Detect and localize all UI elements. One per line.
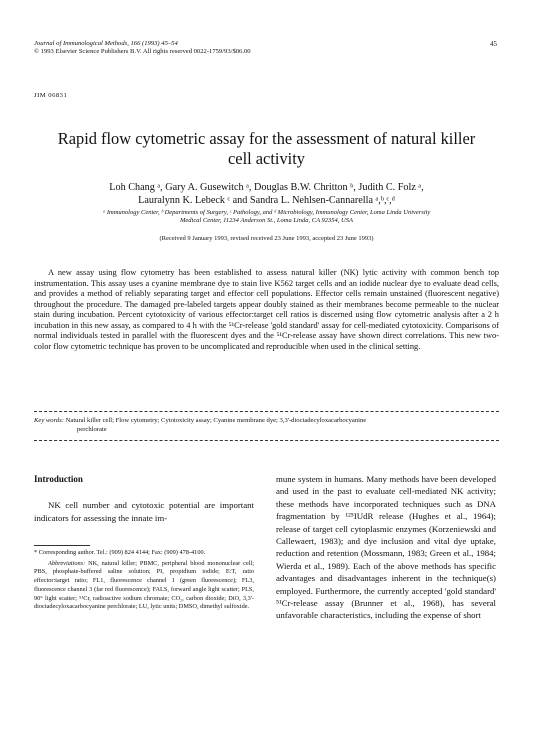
received-dates: (Received 9 January 1993, revised received 23 June 1993, accepted 23 June 1993) bbox=[159, 235, 374, 242]
page-number: 45 bbox=[490, 40, 497, 48]
left-column bbox=[34, 473, 254, 524]
journal-citation: Journal of Immunological Methods, 166 (1993) 45–54 bbox=[34, 40, 178, 47]
journal-id: JIM 06831 bbox=[34, 92, 68, 99]
author-list bbox=[40, 181, 493, 207]
abstract bbox=[34, 268, 499, 352]
keywords-line-2: perchlorate bbox=[77, 425, 107, 433]
correspondence-footnote: * Corresponding author. Tel.: (909) 824 4144; Fax: (909) 478-4100. bbox=[34, 549, 206, 556]
section-heading-introduction: Introduction bbox=[34, 474, 83, 484]
abbreviations-footnote bbox=[34, 560, 254, 612]
affiliations-line-1: ᵃ Immunology Center, ᵇ Departments of Surgery, ᶜ Pathology, and ᵈ Microbiology, Immunology Center, Loma Linda University bbox=[102, 209, 431, 216]
authors-line-2: Lauralynn K. Lebeck ᶜ and Sandra L. Nehlsen-Cannarella ᵃ,ᵇ,ᶜ,ᵈ bbox=[138, 195, 395, 206]
abbreviations-label: Abbreviations: bbox=[48, 559, 86, 567]
keywords bbox=[34, 417, 499, 434]
divider-top bbox=[34, 411, 499, 412]
keywords-label: Key words: bbox=[34, 417, 64, 424]
divider-bottom bbox=[34, 440, 499, 441]
footnote-rule bbox=[34, 545, 90, 546]
title-line-2: cell activity bbox=[228, 149, 305, 168]
keywords-line-1: Natural killer cell; Flow cytometry; Cytotoxicity assay; Cyanine membrane dye; 3,3'-dioctadecyloxacarbocyanine bbox=[65, 417, 367, 424]
title-line-1: Rapid flow cytometric assay for the assessment of natural killer bbox=[57, 129, 476, 148]
intro-paragraph-left: NK cell number and cytotoxic potential are important indicators for assessing the innate im- bbox=[34, 500, 254, 523]
abstract-text: A new assay using flow cytometry has been established to assess natural killer (NK) lytic activity with common bench top instrumentation. This assay uses a cyanine membrane dye to stain live K562 target cells and an iodide nuclear dye to evaluate dead cells, and provides a method of reliably separating target and effector cell populations. Effector cells remain unstained (fluorescent negative) throughout the procedure. The damaged pre-labeled targets appear doubly stained as their membranes become permeable to the nuclear stain during incubation. Percent cytotoxicity of various effector:target cell ratios is discerned using flow cytometric analysis after a 2 h incubation in this new assay, as compared to 4 h with the ⁵¹Cr-release 'gold standard' assay for cell-mediated cytotoxicity. Comparisons of normal individuals tested in parallel with the fluorescent dyes and the ⁵¹Cr-release assay have shown direct correlations. This new two-color flow cytometric technique has proven to be uncomplicated and reproducible when used in the clinical setting. bbox=[34, 268, 499, 351]
intro-paragraph-right: mune system in humans. Many methods have been developed and used in the past to evaluate cell-mediated NK activity; these methods have incorporated techniques such as DNA fragmentation by ¹²⁵IUdR release (Hughes et al., 1964); release of target cell cytoplasmic enzymes (Korzeniewski and Callewaert, 1983); and dye inclusion and vital dye uptake, reduction and retention (Mossmann, 1983; Green et al., 1984; Wierda et al., 1989). Each of the above methods has specific advantages and disadvantages inherent in the technique(s) employed. Furthermore, the currently accepted 'gold standard' ⁵¹Cr-release assay (Brunner et al., 1968), has several unfavorable characteristics, including the expense of short bbox=[276, 474, 496, 621]
running-header bbox=[34, 40, 494, 56]
article-title bbox=[30, 129, 503, 169]
right-column bbox=[276, 473, 496, 622]
authors-line-1: Loh Chang ᵃ, Gary A. Gusewitch ᵃ, Douglas B.W. Chritton ᵇ, Judith C. Folz ᵃ, bbox=[109, 182, 424, 193]
footnotes bbox=[34, 549, 254, 614]
copyright-line: © 1993 Elsevier Science Publishers B.V. All rights reserved 0022-1759/93/$06.00 bbox=[34, 48, 251, 55]
affiliations bbox=[60, 209, 473, 225]
affiliations-line-2: Medical Center, 11234 Anderson St., Loma Linda, CA 92354, USA bbox=[180, 217, 353, 224]
abbreviations-text: NK, natural killer; PBMC, peripheral blood mononuclear cell; PBS, phosphate-buffered saline solution; PI, propidium iodide; E:T, ratio effector:target ratio; FL1, fluorescence channel 1 (green fluorescence); FL3, fluorescence channel 3 (far red fluorescence); FALS, forward angle light scatter; PLS, 90° light scatter; ⁵¹Cr, radioactive sodium chromate; CO₂, carbon dioxide; DiO, 3,3'-dioctadecyloxacarbocyanine perchlorate; LU, lytic units; DMSO, dimethyl sulfoxide. bbox=[34, 559, 254, 611]
